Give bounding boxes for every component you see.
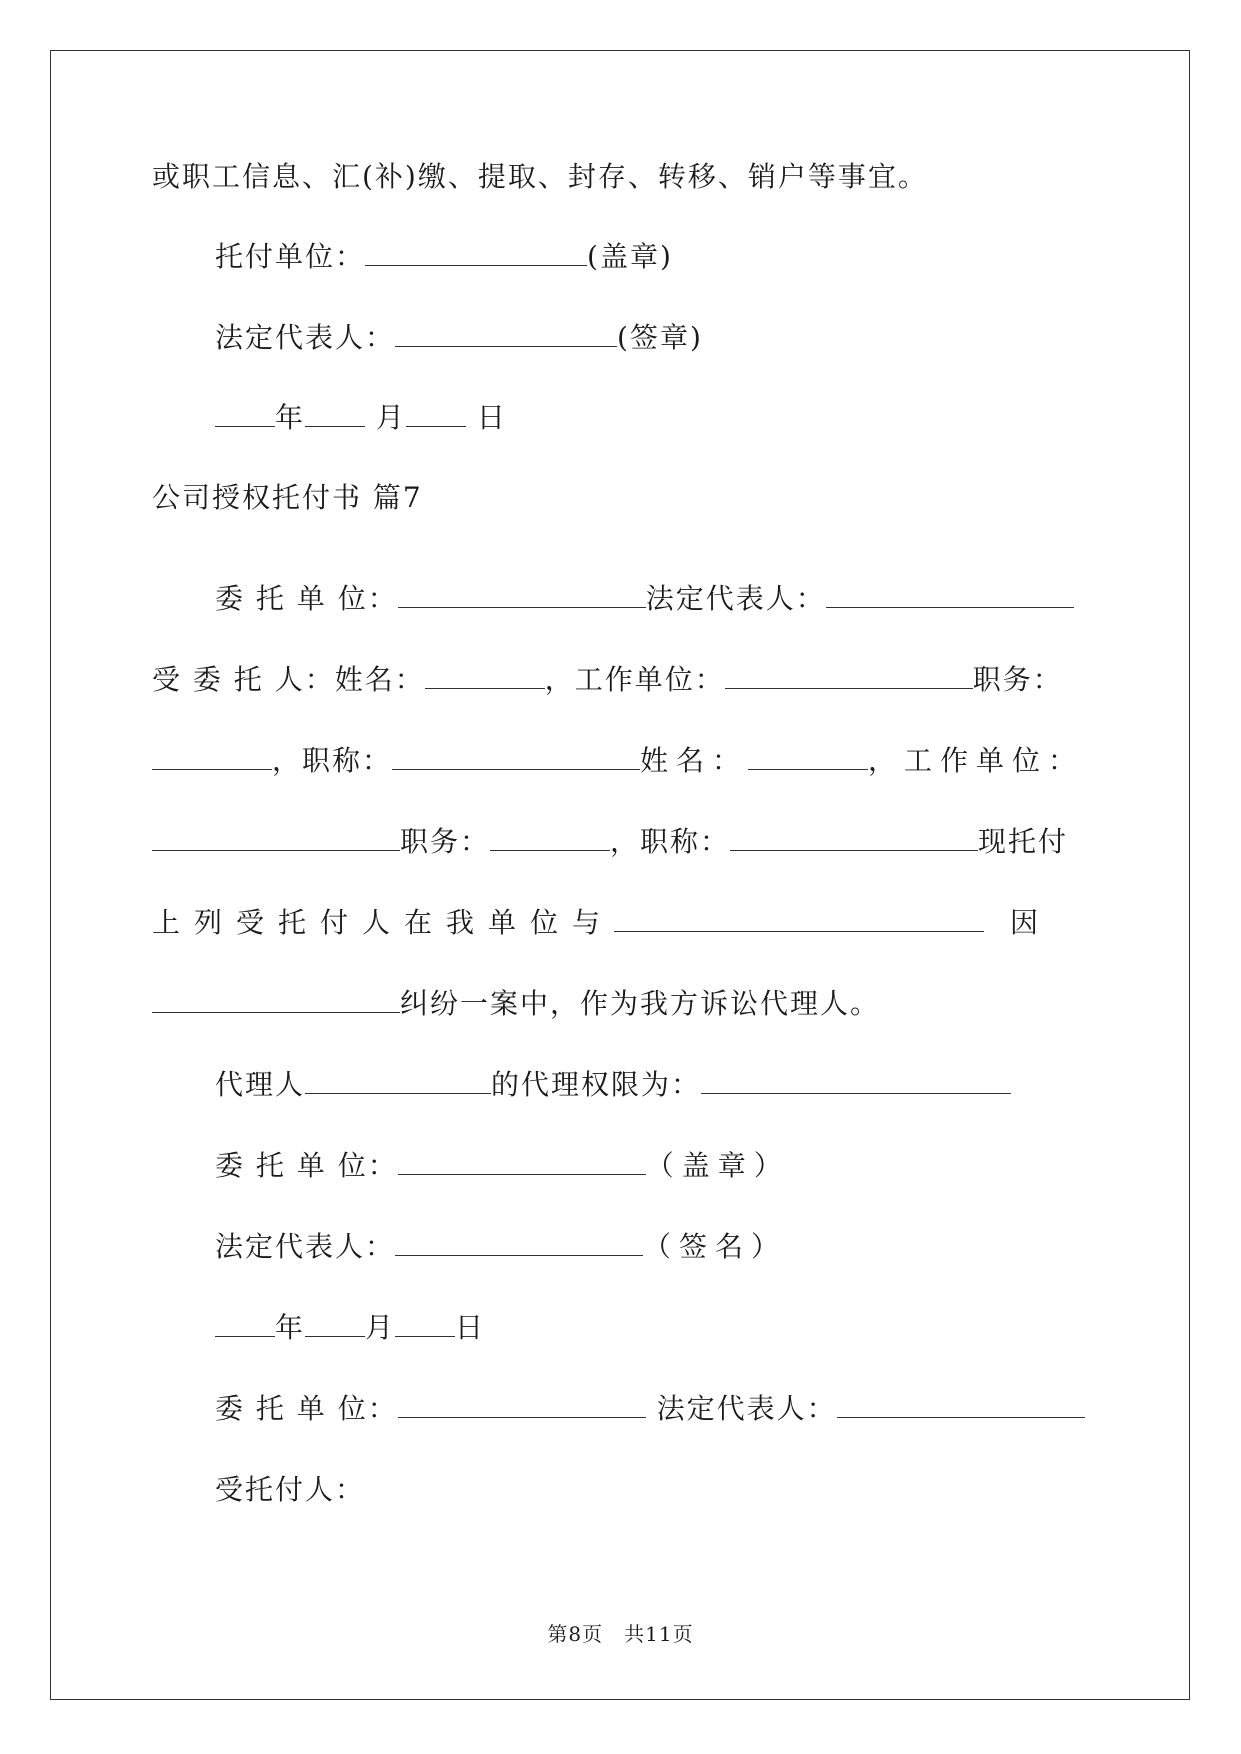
blank-field <box>305 1067 491 1094</box>
blank-day <box>406 400 466 427</box>
blank-field <box>365 239 587 266</box>
text-line-6 <box>215 579 1074 619</box>
blank-field <box>614 905 984 932</box>
blank-field <box>152 743 272 770</box>
blank-field <box>701 1067 1011 1094</box>
text-dispute-party: 上列受托付人在我单位与 <box>152 906 615 939</box>
label-day: 日 <box>455 1311 486 1344</box>
label-legal-representative: 法定代表人： <box>656 1392 837 1425</box>
label-trustee-name: 受 委 托 人：姓名： <box>152 663 425 696</box>
label-seal: (盖章) <box>587 240 673 273</box>
heading-text: 公司授权托付书 篇7 <box>152 481 423 514</box>
blank-field <box>152 824 400 851</box>
text-line-16 <box>215 1389 1085 1429</box>
blank-field <box>725 662 973 689</box>
blank-year <box>215 400 275 427</box>
label-agency-scope: 的代理权限为： <box>491 1068 702 1101</box>
label-work-unit: ，工作单位： <box>868 744 1085 777</box>
label-month: 月 <box>365 1311 396 1344</box>
label-position: 职务： <box>400 825 491 858</box>
label-legal-representative: 法定代表人： <box>215 1230 396 1263</box>
blank-day <box>395 1310 455 1337</box>
blank-field <box>748 743 868 770</box>
text-litigation-agent: 纠纷一案中，作为我方诉讼代理人。 <box>400 987 881 1020</box>
label-month: 月 <box>375 401 406 434</box>
label-entrusting-unit: 委 托 单 位： <box>215 1392 398 1425</box>
blank-field <box>826 581 1074 608</box>
date-line-2 <box>215 1308 485 1348</box>
blank-month <box>305 1310 365 1337</box>
blank-field <box>152 986 400 1013</box>
blank-field <box>395 1229 643 1256</box>
blank-field <box>730 824 978 851</box>
label-legal-representative: 法定代表人： <box>215 321 396 354</box>
label-trustee: 受托付人： <box>215 1473 366 1506</box>
label-work-unit: ，工作单位： <box>544 663 725 696</box>
text-line-7 <box>152 660 1063 700</box>
label-year: 年 <box>275 1311 306 1344</box>
label-signature: （签名） <box>643 1230 788 1263</box>
label-seal: （盖章） <box>645 1149 790 1182</box>
page-border <box>50 50 1190 1700</box>
section-heading <box>152 478 423 518</box>
text-line-3 <box>215 318 703 358</box>
text-line-11 <box>152 984 880 1024</box>
label-title: ，职称： <box>610 825 731 858</box>
text-line-9 <box>152 822 1068 862</box>
text-line-17 <box>215 1470 365 1510</box>
label-year: 年 <box>275 401 306 434</box>
text-line-10 <box>152 903 1040 943</box>
label-entrusting-unit: 委 托 单 位： <box>215 582 398 615</box>
text: 或职工信息、汇(补)缴、提取、封存、转移、销户等事宜。 <box>152 160 928 193</box>
text-now-entrust: 现托付 <box>978 825 1069 858</box>
page-footer <box>0 1618 1241 1647</box>
label-signature-seal: (签章) <box>617 321 703 354</box>
text-line-14 <box>215 1227 787 1267</box>
page-number: 第8页 共11页 <box>547 1622 694 1646</box>
text-line-12 <box>215 1065 1011 1105</box>
blank-year <box>215 1310 275 1337</box>
label-position: 职务： <box>972 663 1063 696</box>
label-entrusting-unit: 托付单位： <box>215 240 366 273</box>
blank-month <box>305 400 365 427</box>
blank-field <box>398 581 646 608</box>
label-title: ，职称： <box>272 744 393 777</box>
blank-field <box>395 320 617 347</box>
text-due-to: 因 <box>1010 906 1041 939</box>
blank-field <box>490 824 610 851</box>
date-line-1 <box>215 398 507 438</box>
blank-field <box>398 1391 646 1418</box>
blank-field <box>425 662 545 689</box>
label-legal-representative: 法定代表人： <box>645 582 826 615</box>
blank-field <box>398 1148 646 1175</box>
blank-field <box>392 743 640 770</box>
label-day: 日 <box>476 401 507 434</box>
text-line-1 <box>152 157 928 197</box>
text-line-8 <box>152 741 1084 781</box>
text-line-13 <box>215 1146 790 1186</box>
blank-field <box>837 1391 1085 1418</box>
label-name: 姓名： <box>640 744 749 777</box>
label-entrusting-unit: 委 托 单 位： <box>215 1149 398 1182</box>
text-line-2 <box>215 237 673 277</box>
label-agent: 代理人 <box>215 1068 306 1101</box>
